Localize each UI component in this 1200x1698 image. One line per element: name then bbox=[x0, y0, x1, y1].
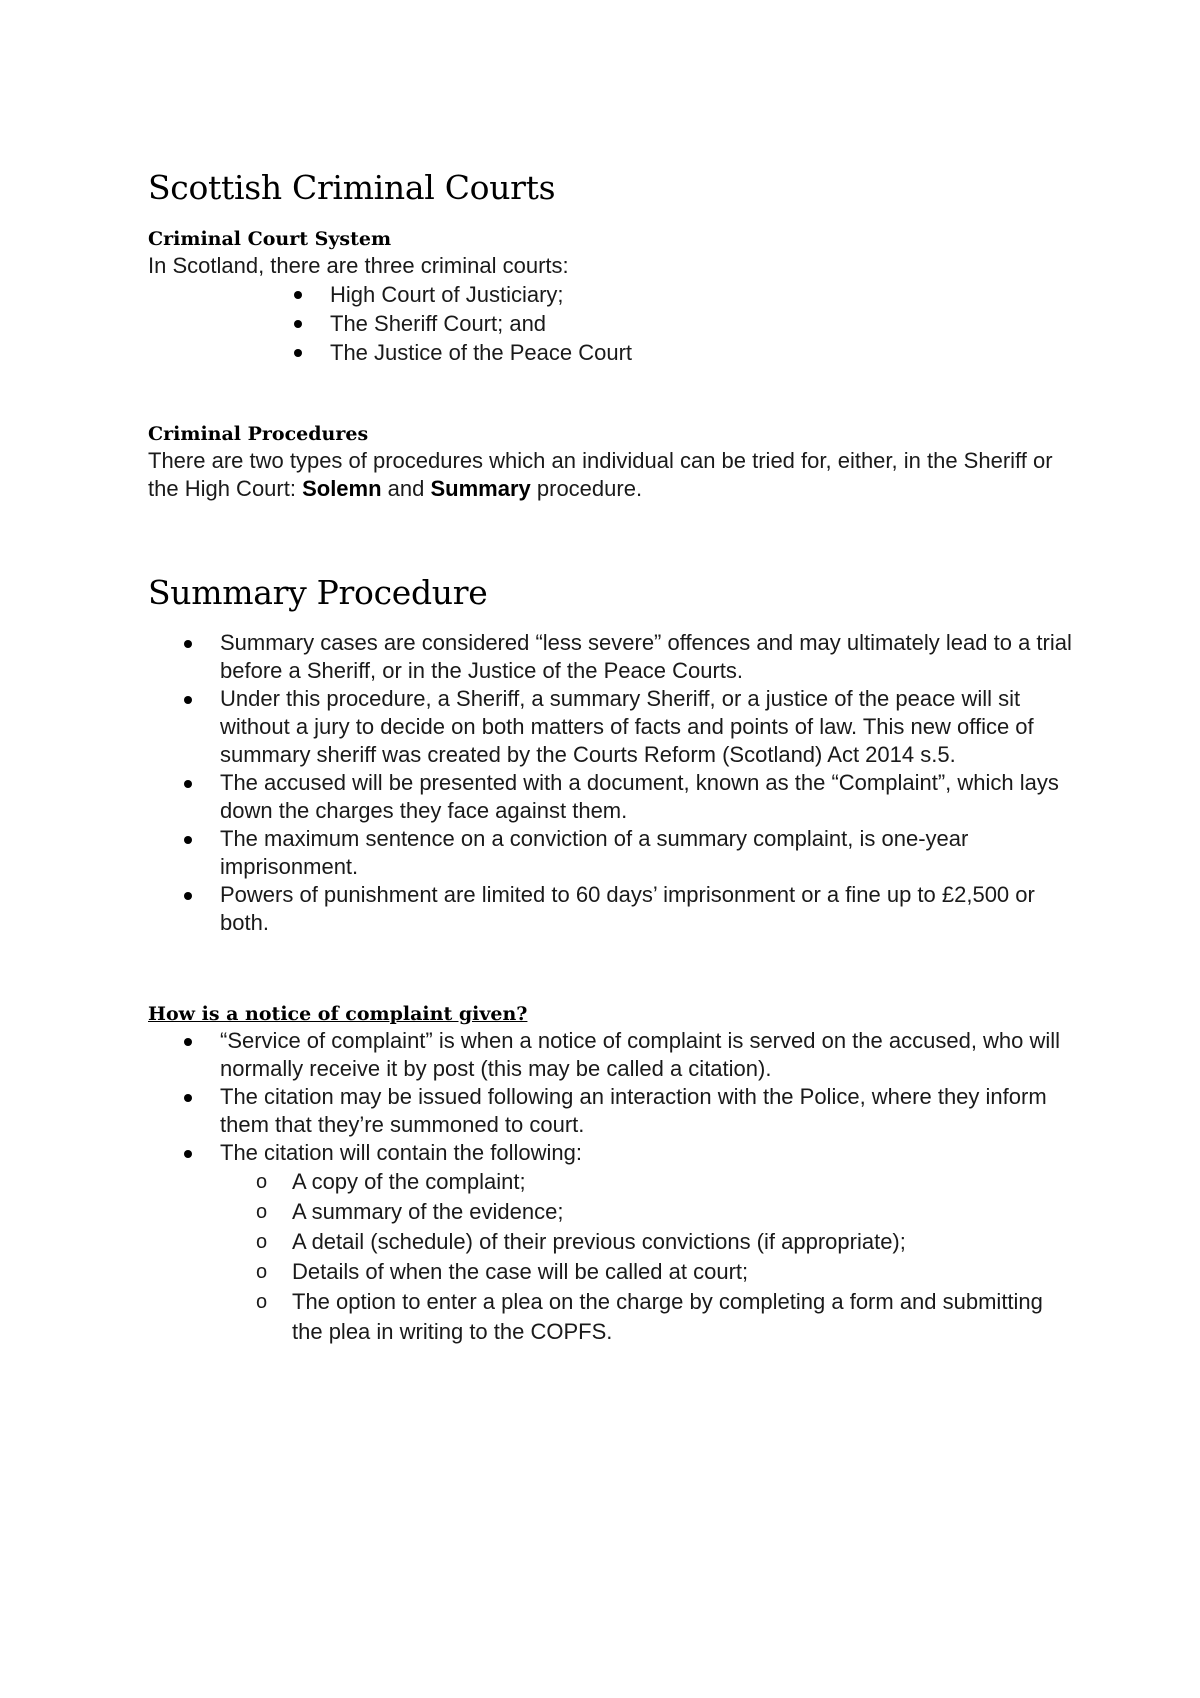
court-list bbox=[148, 280, 1078, 367]
procedures-heading: Criminal Procedures bbox=[148, 423, 369, 445]
summary-term: Summary bbox=[430, 476, 531, 501]
list-item: o A copy of the complaint; bbox=[148, 1167, 1078, 1197]
procedures-paragraph bbox=[148, 447, 1078, 503]
list-item: The Sheriff Court; and bbox=[148, 309, 1078, 338]
list-item: o A summary of the evidence; bbox=[148, 1197, 1078, 1227]
list-item: The accused will be presented with a document, known as the “Complaint”, which lays down the charges they face against them. bbox=[148, 769, 1078, 825]
list-item: The maximum sentence on a conviction of a summary complaint, is one-year imprisonment. bbox=[148, 825, 1078, 881]
summary-procedure-title: Summary Procedure bbox=[148, 573, 488, 612]
citation-items bbox=[148, 1167, 1078, 1347]
page-title: Scottish Criminal Courts bbox=[148, 168, 556, 207]
procedures-text-1: There are two types of procedures which an individual can be tried for, either, in the Sheriff or the High Court: bbox=[148, 448, 1053, 501]
list-item: Under this procedure, a Sheriff, a summary Sheriff, or a justice of the peace will sit without a jury to decide on both matters of facts and points of law. This new office of summary sheriff was created by the Courts Reform (Scotland) Act 2014 s.5. bbox=[148, 685, 1078, 769]
procedures-text-3: procedure. bbox=[530, 476, 643, 501]
document-page bbox=[148, 168, 1078, 1347]
list-item: o The option to enter a plea on the charge by completing a form and submitting the plea in writing to the COPFS. bbox=[148, 1287, 1078, 1347]
list-item: o Details of when the case will be called at court; bbox=[148, 1257, 1078, 1287]
list-item: The citation will contain the following: bbox=[148, 1139, 1078, 1167]
notice-heading: How is a notice of complaint given? bbox=[148, 1003, 528, 1025]
procedures-text-2: and bbox=[381, 476, 431, 501]
list-item: The Justice of the Peace Court bbox=[148, 338, 1078, 367]
summary-points bbox=[148, 629, 1078, 937]
list-item: “Service of complaint” is when a notice of complaint is served on the accused, who will normally receive it by post (this may be called a citation). bbox=[148, 1027, 1078, 1083]
list-item: High Court of Justiciary; bbox=[148, 280, 1078, 309]
court-system-intro: In Scotland, there are three criminal courts: bbox=[148, 253, 569, 278]
list-item: Powers of punishment are limited to 60 days’ imprisonment or a fine up to £2,500 or both. bbox=[148, 881, 1078, 937]
notice-points bbox=[148, 1027, 1078, 1167]
list-item: The citation may be issued following an interaction with the Police, where they inform them that they’re summoned to court. bbox=[148, 1083, 1078, 1139]
solemn-term: Solemn bbox=[302, 476, 382, 501]
list-item: Summary cases are considered “less severe” offences and may ultimately lead to a trial before a Sheriff, or in the Justice of the Peace Courts. bbox=[148, 629, 1078, 685]
list-item: o A detail (schedule) of their previous convictions (if appropriate); bbox=[148, 1227, 1078, 1257]
court-system-heading: Criminal Court System bbox=[148, 228, 392, 250]
